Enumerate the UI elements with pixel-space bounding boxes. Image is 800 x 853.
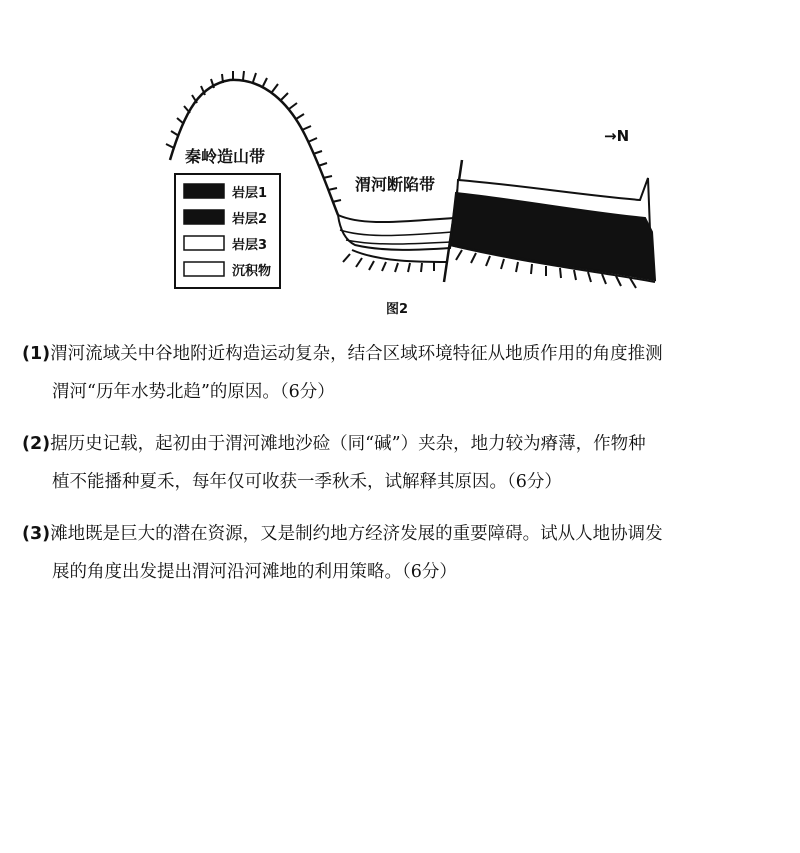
legend-label-4: 沉积物: [232, 264, 272, 279]
figure-caption: 图2: [386, 302, 409, 317]
question-text-line1: 渭河流域关中谷地附近构造运动复杂，结合区域环境特征从地质作用的角度推测: [50, 344, 663, 364]
question-2: [22, 425, 782, 501]
question-3: [22, 515, 782, 591]
question-number: (1): [22, 344, 51, 364]
legend-label-1: 岩层1: [232, 186, 268, 201]
uplifted-block-layers: [450, 178, 655, 288]
question-text-line2: 渭河“历年水势北趋”的原因。（6分）: [52, 382, 335, 402]
question-1: [22, 335, 782, 411]
legend-label-2: 岩层2: [232, 212, 268, 227]
legend-swatch-2: [184, 210, 224, 224]
legend: [175, 174, 280, 288]
question-text-line1: 据历史记载，起初由于渭河滩地沙硷（同“碱”）夹杂，地力较为瘠薄，作物种: [50, 434, 646, 454]
rift-label: 渭河断陷带: [355, 175, 436, 194]
question-list: [22, 335, 782, 605]
legend-swatch-1: [184, 184, 224, 198]
north-arrow: →N: [604, 127, 630, 145]
legend-swatch-4: [184, 262, 224, 276]
legend-label-3: 岩层3: [232, 238, 268, 253]
question-text-line2: 展的角度出发提出渭河沿河滩地的利用策略。（6分）: [52, 562, 457, 582]
question-text-line1: 滩地既是巨大的潜在资源，又是制约地方经济发展的重要障碍。试从人地协调发: [50, 524, 663, 544]
question-number: (3): [22, 524, 51, 544]
mountain-label: 秦岭造山带: [185, 147, 266, 166]
question-text-line2: 植不能播种夏禾，每年仅可收获一季秋禾，试解释其原因。（6分）: [52, 472, 562, 492]
rift-valley-layers: [338, 215, 455, 272]
geologic-cross-section-figure: [0, 0, 800, 330]
legend-swatch-3: [184, 236, 224, 250]
question-number: (2): [22, 434, 51, 454]
